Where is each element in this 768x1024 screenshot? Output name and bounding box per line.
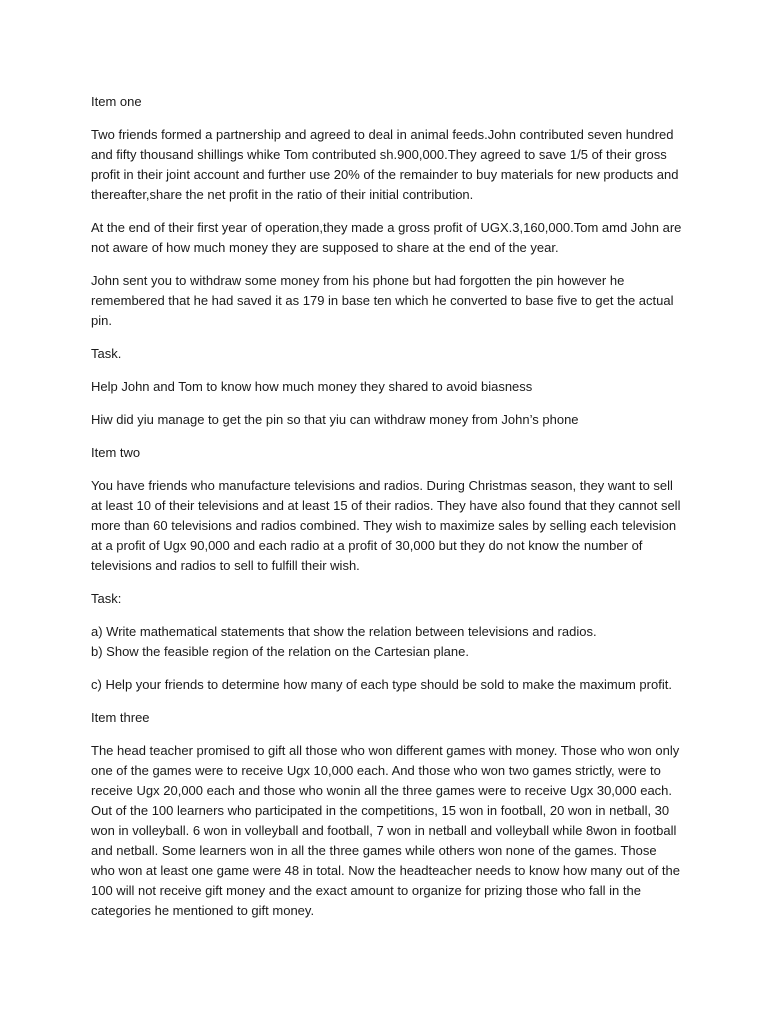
item-one-task-1: Help John and Tom to know how much money they shared to avoid biasness	[91, 379, 533, 394]
item-three-heading: Item three	[91, 710, 150, 725]
document-body	[91, 92, 683, 934]
item-two-task-a: a) Write mathematical statements that show the relation between televisions and radios.	[91, 624, 597, 639]
item-one-task-label: Task.	[91, 346, 122, 361]
item-one-heading: Item one	[91, 94, 142, 109]
item-three-paragraph-1: The head teacher promised to gift all those who won different games with money. Those who won only one of the games were to receive Ugx 10,000 each. And those who won two games strictly, were to receive Ugx 20,000 each and those who wonin all the three games were to receive Ugx 30,000 each. Out of the 100 learners who participated in the competitions, 15 won in football, 20 won in netball, 30 won in volleyball. 6 won in volleyball and football, 7 won in netball and volleyball while 8won in football and netball. Some learners won in all the three games while others won none of the games. Those who won at least one game were 48 in total. Now the headteacher needs to know how many out of the 100 will not receive gift money and the exact amount to organize for prizing those who fall in the categories he mentioned to gift money.	[91, 743, 680, 918]
item-two-task-label: Task:	[91, 591, 122, 606]
item-one-paragraph-3: John sent you to withdraw some money from his phone but had forgotten the pin however he remembered that he had saved it as 179 in base ten which he converted to base five to get the actual pin.	[91, 273, 674, 328]
item-two-heading: Item two	[91, 445, 141, 460]
item-two-task-c: c) Help your friends to determine how many of each type should be sold to make the maximum profit.	[91, 677, 672, 692]
item-two-task-b: b) Show the feasible region of the relation on the Cartesian plane.	[91, 644, 469, 659]
item-one-paragraph-2: At the end of their first year of operation,they made a gross profit of UGX.3,160,000.Tom amd John are not aware of how much money they are supposed to share at the end of the year.	[91, 220, 682, 255]
item-one-task-2: Hiw did yiu manage to get the pin so that yiu can withdraw money from John’s phone	[91, 412, 579, 427]
item-two-paragraph-1: You have friends who manufacture televisions and radios. During Christmas season, they want to sell at least 10 of their televisions and at least 15 of their radios. They have also found that they cannot sell more than 60 televisions and radios combined. They wish to maximize sales by selling each television at a profit of Ugx 90,000 and each radio at a profit of 30,000 but they do not know the number of televisions and radios to sell to fulfill their wish.	[91, 478, 681, 573]
item-one-paragraph-1: Two friends formed a partnership and agreed to deal in animal feeds.John contributed seven hundred and fifty thousand shillings whike Tom contributed sh.900,000.They agreed to save 1/5 of their gross profit in their joint account and further use 20% of the remainder to buy materials for new products and thereafter,share the net profit in the ratio of their initial contribution.	[91, 127, 679, 202]
